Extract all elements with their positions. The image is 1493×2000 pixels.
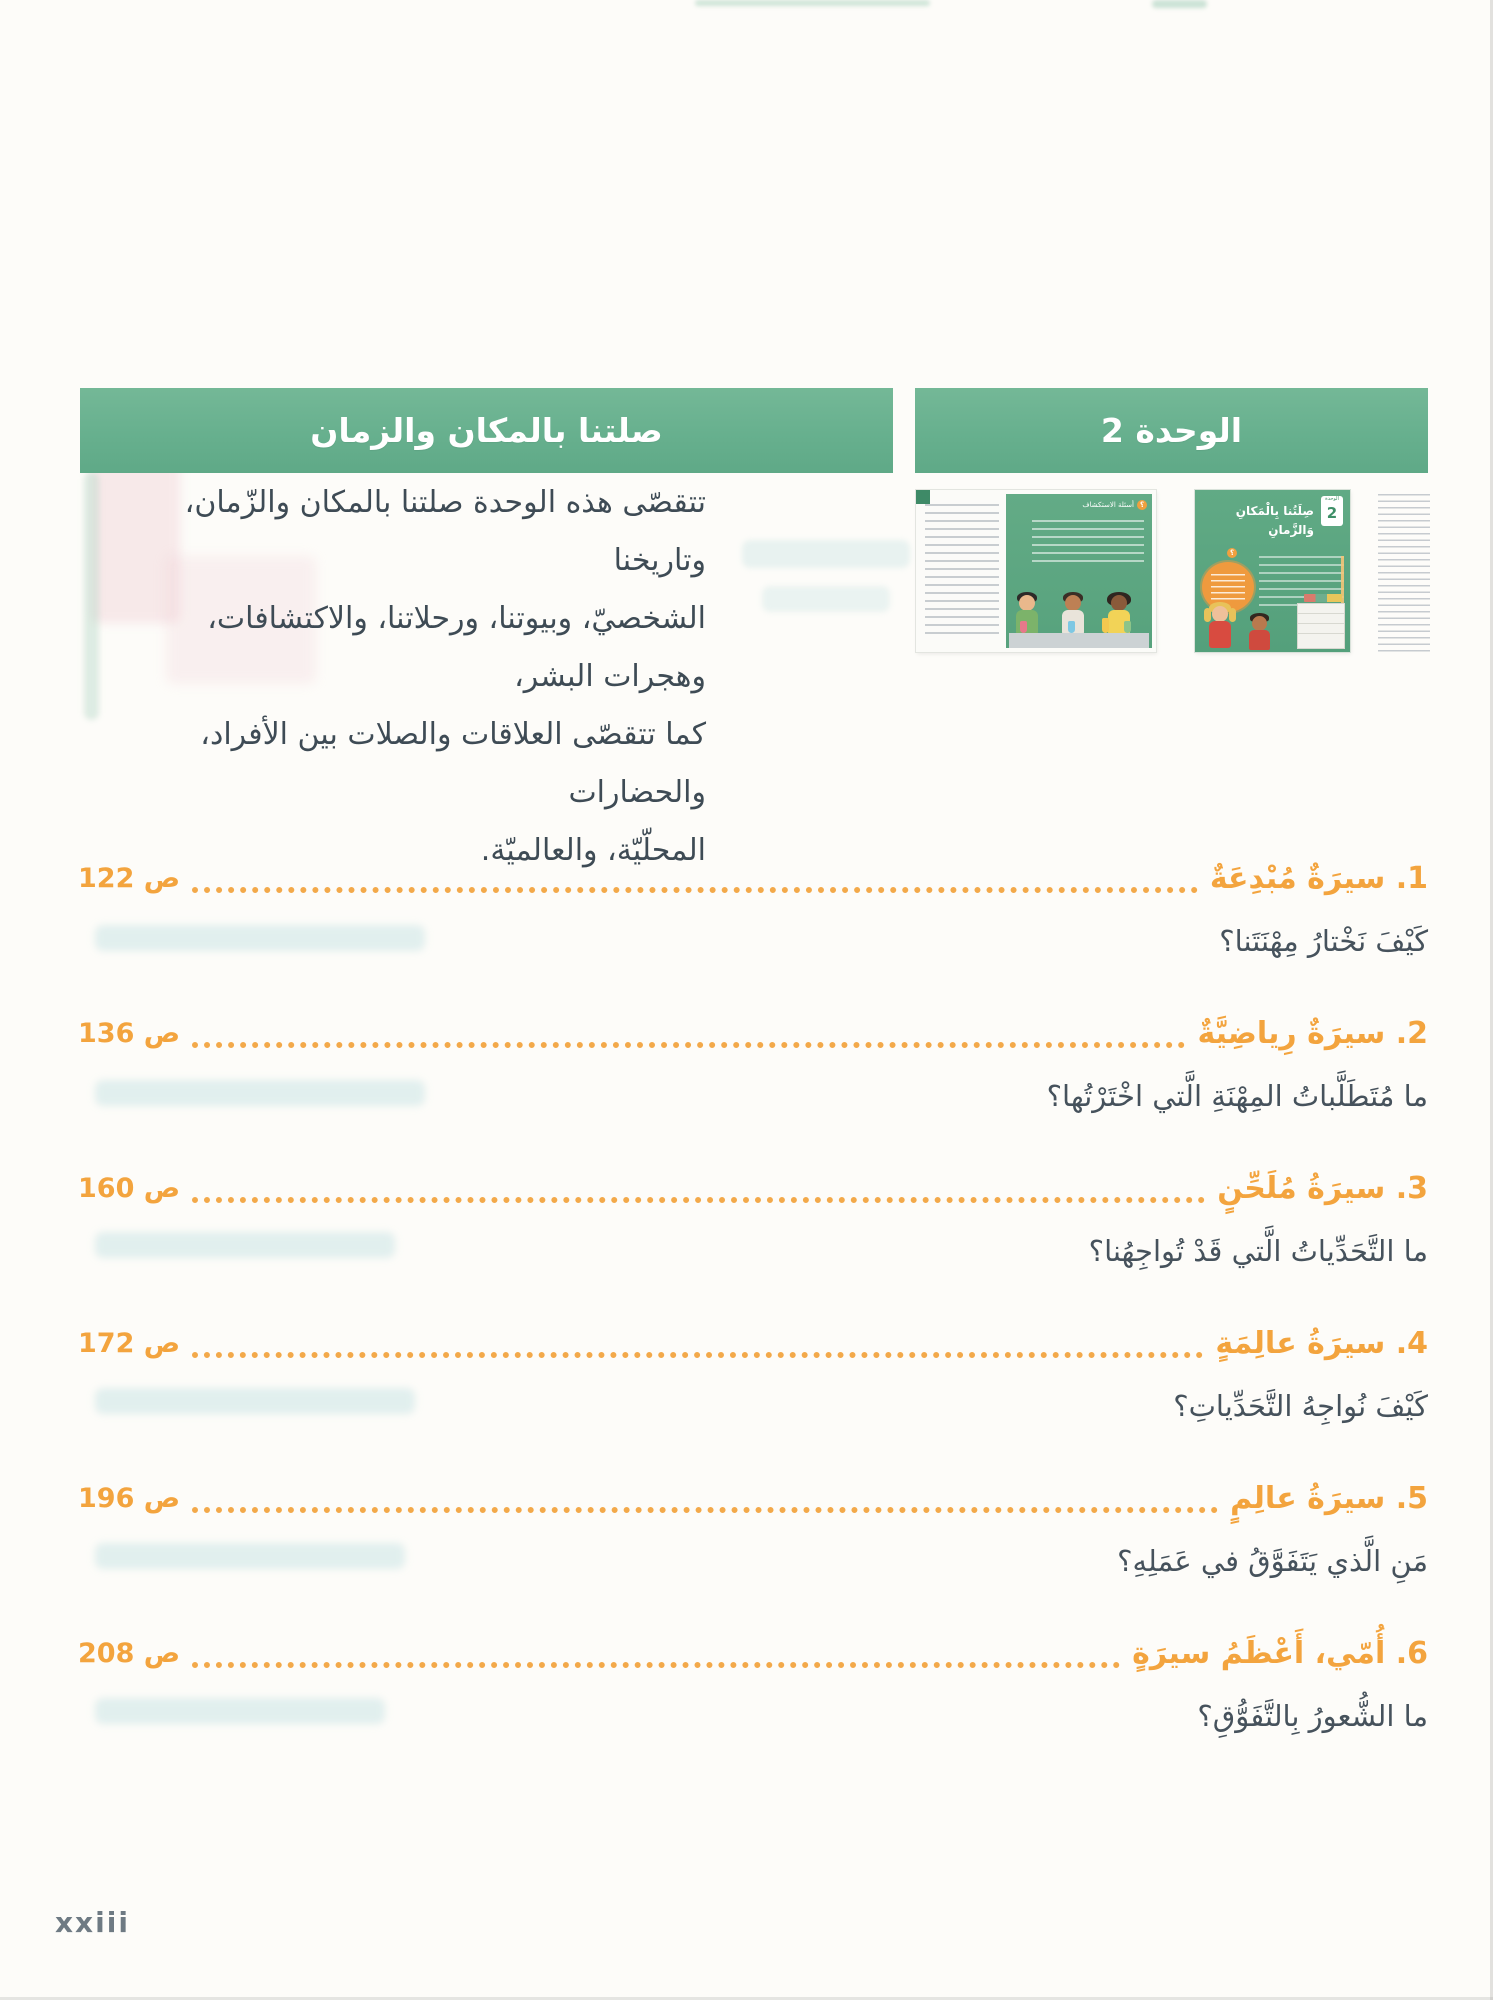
question-icon: ؟ — [1227, 548, 1237, 558]
unit-title-text: صلتنا بالمكان والزمان — [310, 411, 663, 450]
unit-description — [100, 474, 706, 880]
toc-entry-title: 2. سيرَةٌ رِياضِيَّةٌ — [1197, 1016, 1428, 1051]
explore-questions-label: أسئلة الاستكشاف — [1082, 501, 1134, 509]
unit-number-badge — [1321, 496, 1343, 526]
table-illustration — [1009, 633, 1149, 648]
toc-entry-title: 1. سيرَةٌ مُبْدِعَةٌ — [1209, 861, 1428, 896]
thumbnail-illustration-panel — [1006, 494, 1152, 648]
toc-entry-question: كَيْفَ نُواجِهُ التَّحَدِّياتِ؟ — [1173, 1389, 1428, 1423]
scan-artifact — [762, 586, 890, 612]
toc-entry-row — [78, 1011, 1428, 1057]
flask-illustration — [1102, 618, 1109, 633]
flask-illustration — [1068, 621, 1075, 633]
toc-entry-question: ما الشُّعورُ بِالتَّفَوُّقِ؟ — [1197, 1699, 1428, 1733]
flask-illustration — [1020, 621, 1027, 633]
toc-entry-question: مَنِ الَّذي يَتَفَوَّقُ في عَمَلِهِ؟ — [1117, 1544, 1428, 1578]
toc-entry-row — [78, 1321, 1428, 1367]
dotted-leader — [192, 1352, 1203, 1358]
question-icon: ؟ — [1137, 500, 1147, 510]
thumbnail-text-placeholder — [925, 504, 999, 640]
unit-cover-thumbnail — [1195, 490, 1350, 652]
dotted-leader — [192, 1197, 1205, 1203]
toc-entry-question: ما مُتَطَلَّباتُ المِهْنَةِ الَّتي اخْتَرْتُها؟ — [1046, 1079, 1428, 1113]
table-of-contents — [78, 856, 1428, 1786]
toc-entry — [78, 1166, 1428, 1321]
unit-description-line: كما تتقصّى العلاقات والصلات بين الأفراد، والحضارات — [200, 717, 706, 810]
dotted-leader — [192, 1507, 1218, 1513]
toc-entry — [78, 1631, 1428, 1786]
toc-entry-question: كَيْفَ نَخْتارُ مِهْنَتَنا؟ — [1219, 924, 1428, 958]
toc-entry-row — [78, 1166, 1428, 1212]
toc-entry — [78, 1011, 1428, 1166]
cover-title-line: وَالزَّمانِ — [1268, 523, 1314, 537]
toc-entry-title: 4. سيرَةُ عالِمَةٍ — [1215, 1326, 1428, 1361]
toc-entry-page: ص 122 — [78, 863, 181, 894]
scan-artifact — [84, 472, 99, 720]
toc-entry-page: ص 208 — [78, 1638, 181, 1669]
unit-opener-thumbnail — [916, 490, 1156, 652]
toc-entry-row — [78, 1476, 1428, 1522]
toc-entry — [78, 856, 1428, 1011]
dotted-leader — [192, 1042, 1185, 1048]
toc-entry-title: 5. سيرَةُ عالِمٍ — [1230, 1481, 1428, 1516]
unit-description-line: تتقصّى هذه الوحدة صلتنا بالمكان والزّمان، وتاريخنا — [184, 485, 706, 578]
dotted-leader — [192, 1662, 1120, 1668]
child-illustration — [1245, 612, 1275, 652]
scan-artifact — [742, 540, 910, 568]
toc-entry-page: ص 172 — [78, 1328, 181, 1359]
toc-entry-row — [78, 1631, 1428, 1677]
toc-entry — [78, 1476, 1428, 1631]
toc-entry — [78, 1321, 1428, 1476]
cabinet-illustration — [1297, 603, 1345, 649]
dotted-leader — [192, 887, 1198, 893]
toc-entry-page: ص 160 — [78, 1173, 181, 1204]
toc-entry-row — [78, 856, 1428, 902]
unit-number-label: 2 — [1326, 504, 1338, 522]
thumbnail-corner-mark — [916, 490, 930, 504]
unit-number-text: الوحدة 2 — [1100, 411, 1243, 450]
unit-description-line: الشخصيّ، وبيوتنا، ورحلاتنا، والاكتشافات، وهجرات البشر، — [207, 601, 706, 694]
toc-entry-title: 3. سيرَةُ مُلَحِّنٍ — [1217, 1171, 1428, 1206]
unit-word-label: الوحدة — [1325, 496, 1339, 502]
cover-title-line: صِلَتُنا بِالْمَكانِ — [1235, 504, 1314, 518]
thumbnail-text-placeholder — [1032, 520, 1144, 568]
unit-description-line: المحلّيّة، والعالميّة. — [480, 833, 706, 868]
toc-entry-title: 6. أُمّي، أَعْظَمُ سيرَةٍ — [1132, 1636, 1428, 1671]
scan-artifact — [695, 0, 930, 6]
toc-entry-question: ما التَّحَدِّياتُ الَّتي قَدْ تُواجِهُنا؟ — [1088, 1234, 1428, 1268]
flask-illustration — [1124, 621, 1131, 633]
child-illustration — [1012, 589, 1042, 635]
scan-artifact — [1152, 0, 1207, 8]
child-illustration — [1203, 598, 1237, 650]
unit-number-banner — [915, 388, 1428, 473]
unit-title-banner — [80, 388, 893, 473]
toc-entry-page: ص 136 — [78, 1018, 181, 1049]
explore-questions-heading — [1082, 500, 1147, 510]
page-number: xxiii — [55, 1906, 130, 1939]
books-illustration — [1304, 594, 1342, 602]
cover-title — [1208, 502, 1314, 540]
toc-entry-page: ص 196 — [78, 1483, 181, 1514]
thumbnail-side-text-placeholder — [1378, 494, 1430, 652]
